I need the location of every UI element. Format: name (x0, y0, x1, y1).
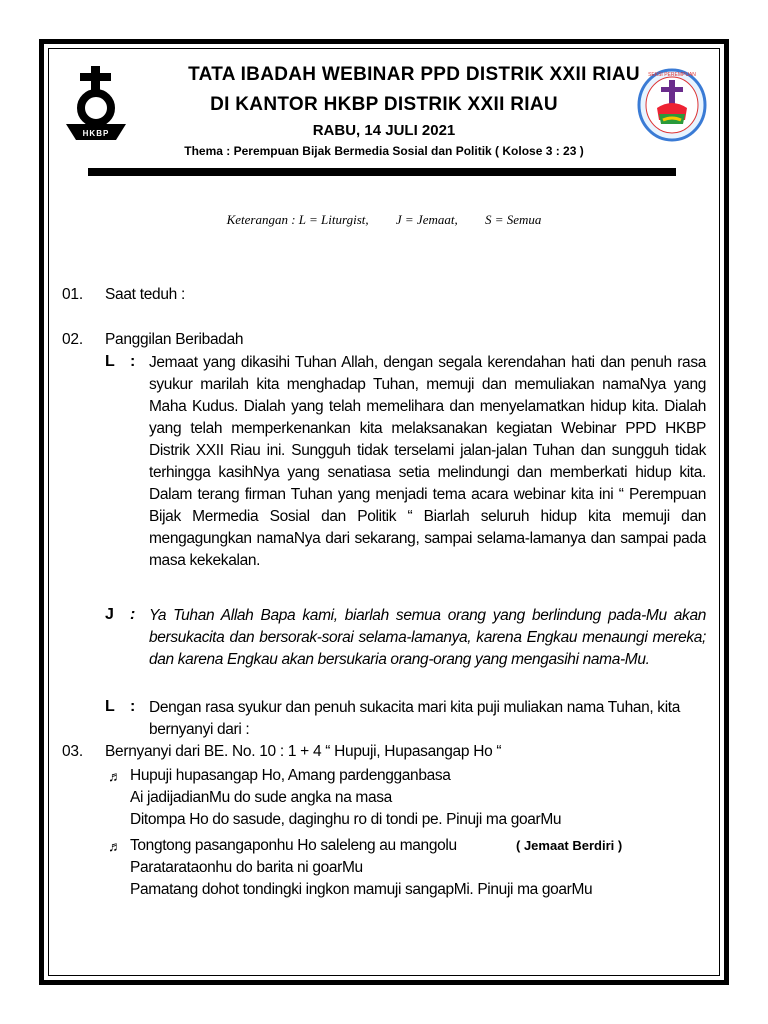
section-03-title: Bernyanyi dari BE. No. 10 : 1 + 4 “ Hupuji, Hupasangap Ho “ (105, 743, 502, 760)
verse1-line3: Ditompa Ho do sasude, daginghu ro di tondi pe. Pinuji ma goarMu (130, 811, 562, 828)
liturgist-invite-text: Dengan rasa syukur dan penuh sukacita mari kita puji muliakan nama Tuhan, kita bernyanyi dari : (149, 699, 681, 738)
hkbp-logo-text: HKBP (82, 129, 110, 138)
jemaat-response-text: Ya Tuhan Allah Bapa kami, biarlah semua orang yang berlindung pada-Mu akan bersukacita dan bersorak-sorai selama-lamanya, karena Engkau menaungi mereka; dan karena Engkau akan bersukaria orang-orang yang mengasihi nama-Mu. (149, 607, 706, 668)
document-title-line2: DI KANTOR HKBP DISTRIK XXII RIAU (210, 94, 558, 115)
legend-semua: S = Semua (484, 212, 542, 227)
liturgist-call-text: Jemaat yang dikasihi Tuhan Allah, dengan segala kerendahan hati dan penuh rasa syukur marilah kita menghadap Tuhan, memuji dan memuliakan namaNya yang Maha Kudus. Dialah yang telah memelihara dan menyelamatkan hidup kita. Dialah yang telah memperkenankan kita melaksanakan kegiatan Webinar PPD HKBP Distrik XXII Riau ini. Sungguh tidak terselami jalan-jalan Tuhan dan sungguh tidak terhingga kasihNya yang senatiasa setia melindungi dan memberkati hidup kita. Dalam terang firman Tuhan yang menjadi tema acara webinar kita ini “ Perempuan Bijak Mermedia Sosial dan Politik “ Biarlah seluruh hidup kita memuji dan mengagungkan namaNya dari sekarang, sampai selama-lamanya dan sampai pada masa kekekalan. (149, 354, 706, 569)
section-02-title: Panggilan Beribadah (105, 331, 244, 348)
verse2-line3: Pamatang dohot tondingki ingkon mamuji sangapMi. Pinuji ma goarMu (130, 881, 593, 898)
music-note-icon: ♬ (108, 768, 122, 784)
section-01-title: Saat teduh : (105, 286, 185, 303)
jemaat-berdiri-note: ( Jemaat Berdiri ) (516, 838, 623, 853)
verse1-line2: Ai jadijadianMu do sude angka na masa (130, 789, 392, 806)
section-03-number: 03. (62, 743, 83, 760)
role-liturgist-2: L (105, 698, 115, 715)
verse1-line1: Hupuji hupasangap Ho, Amang pardengganbasa (130, 767, 451, 784)
legend-jemaat: J = Jemaat, (395, 212, 458, 227)
legend-liturgist: Keterangan : L = Liturgist, (226, 212, 369, 227)
role-colon-2: : (130, 606, 136, 623)
verse2-line1: Tongtong pasangaponhu Ho saleleng au mangolu (130, 837, 457, 854)
seksi-perempuan-logo-text: SEKSI PEREMPUAN (648, 72, 696, 78)
keterangan-legend (0, 212, 768, 228)
role-jemaat: J (105, 606, 114, 623)
document-title-line1: TATA IBADAH WEBINAR PPD DISTRIK XXII RIAU (188, 64, 640, 85)
header-divider (88, 168, 676, 176)
document-thema: Thema : Perempuan Bijak Bermedia Sosial dan Politik ( Kolose 3 : 23 ) (184, 144, 584, 158)
section-02-number: 02. (62, 331, 83, 348)
document-date: RABU, 14 JULI 2021 (312, 122, 456, 139)
music-note-icon: ♬ (108, 838, 122, 854)
verse2-line2: Paratarataonhu do barita ni goarMu (130, 859, 363, 876)
role-liturgist-1: L (105, 353, 115, 370)
section-01-number: 01. (62, 286, 83, 303)
role-colon-1: : (130, 353, 136, 370)
role-colon-3: : (130, 698, 136, 715)
